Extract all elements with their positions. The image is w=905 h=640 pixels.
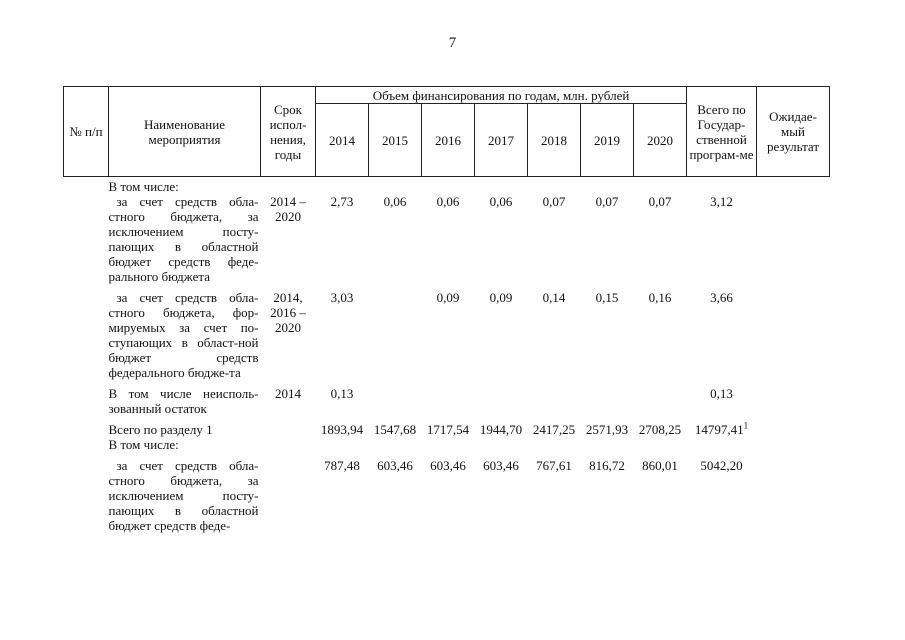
row-value: 2417,25 bbox=[532, 422, 576, 437]
row-total bbox=[687, 386, 757, 416]
row-value: 0,06 bbox=[489, 194, 513, 209]
row-value: 603,46 bbox=[377, 458, 413, 473]
row-result bbox=[757, 290, 830, 380]
row-value: 0,16 bbox=[648, 290, 672, 305]
row-value: 0,13 bbox=[330, 386, 354, 401]
row-value: 0,15 bbox=[595, 290, 619, 305]
row-value bbox=[369, 177, 422, 195]
header-year: 2014 bbox=[316, 104, 369, 177]
row-total bbox=[687, 194, 757, 284]
row-value bbox=[475, 437, 528, 452]
row-name: В том числе неисполь-зованный остаток bbox=[108, 386, 259, 416]
row-result bbox=[757, 422, 830, 437]
header-year: 2018 bbox=[528, 104, 581, 177]
header-no: № п/п bbox=[64, 87, 109, 177]
row-value bbox=[475, 177, 528, 195]
header-year: 2019 bbox=[581, 104, 634, 177]
row-value: 1547,68 bbox=[373, 422, 417, 437]
row-total bbox=[687, 177, 757, 195]
header-year: 2017 bbox=[475, 104, 528, 177]
row-value: 787,48 bbox=[324, 458, 360, 473]
row-value bbox=[422, 437, 475, 452]
row-value: 767,61 bbox=[536, 458, 572, 473]
header-funding-group: Объем финансирования по годам, млн. рублей bbox=[316, 87, 687, 104]
row-value: 0,07 bbox=[648, 194, 672, 209]
row-value: 3,03 bbox=[330, 290, 354, 305]
row-value bbox=[528, 386, 581, 416]
row-total-value: 3,12 bbox=[710, 194, 733, 209]
row-term bbox=[261, 437, 316, 452]
row-value: 603,46 bbox=[430, 458, 466, 473]
row-total-value: 5042,20 bbox=[700, 458, 743, 473]
row-value: 603,46 bbox=[483, 458, 519, 473]
row-term bbox=[261, 177, 316, 195]
row-value bbox=[369, 386, 422, 416]
row-value: 1944,70 bbox=[479, 422, 523, 437]
row-value: 2,73 bbox=[330, 194, 354, 209]
row-name: Всего по разделу 1 bbox=[108, 422, 213, 437]
row-value bbox=[634, 177, 687, 195]
row-value: 0,09 bbox=[436, 290, 460, 305]
row-value bbox=[422, 386, 475, 416]
row-result bbox=[757, 458, 830, 533]
row-value: 0,14 bbox=[542, 290, 566, 305]
row-total bbox=[687, 422, 757, 437]
row-value: 0,06 bbox=[383, 194, 407, 209]
row-result bbox=[757, 194, 830, 284]
row-total-value: 14797,41 bbox=[694, 422, 744, 437]
row-value bbox=[422, 177, 475, 195]
row-value bbox=[369, 437, 422, 452]
row-name: В том числе: bbox=[108, 179, 179, 194]
header-result: Ожидае-мый результат bbox=[757, 87, 830, 177]
row-value: 0,07 bbox=[542, 194, 566, 209]
page-number: 7 bbox=[448, 35, 457, 51]
row-name: за счет средств обла-стного бюджета, за исключением посту-пающих в областной бюджет средств феде- bbox=[108, 458, 259, 533]
row-name: за счет средств обла-стного бюджета, за исключением посту-пающих в областной бюджет средств феде-рального бюджета bbox=[108, 194, 259, 284]
table-row bbox=[64, 177, 830, 195]
row-result bbox=[757, 177, 830, 195]
row-value: 1893,94 bbox=[320, 422, 364, 437]
row-term: 2014 – 2020 bbox=[270, 194, 306, 224]
header-year: 2016 bbox=[422, 104, 475, 177]
row-total-value: 3,66 bbox=[710, 290, 733, 305]
row-value: 816,72 bbox=[589, 458, 625, 473]
row-term: 2014 bbox=[275, 386, 301, 401]
row-total bbox=[687, 458, 757, 533]
row-value bbox=[316, 437, 369, 452]
row-value bbox=[581, 177, 634, 195]
row-total bbox=[687, 290, 757, 380]
table-row bbox=[64, 290, 830, 380]
row-value: 1717,54 bbox=[426, 422, 470, 437]
row-total bbox=[687, 437, 757, 452]
header-year: 2020 bbox=[634, 104, 687, 177]
row-term: 2014, 2016 – 2020 bbox=[270, 290, 306, 335]
row-value bbox=[369, 290, 422, 380]
row-value bbox=[634, 386, 687, 416]
row-value bbox=[581, 386, 634, 416]
table-row bbox=[64, 194, 830, 284]
row-name: В том числе: bbox=[108, 437, 179, 452]
row-total-footnote: 1 bbox=[743, 420, 749, 431]
row-total-value: 0,13 bbox=[710, 386, 733, 401]
row-name: за счет средств обла-стного бюджета, фор-мируемых за счет по-ступающих в област-ной бюджет средств федерального бюдже-та bbox=[108, 290, 259, 380]
header-total: Всего по Государ-ственной програм-ме bbox=[687, 87, 757, 177]
header-name: Наименование мероприятия bbox=[109, 87, 261, 177]
row-term bbox=[261, 422, 316, 437]
table-row bbox=[64, 422, 830, 437]
row-value bbox=[475, 386, 528, 416]
row-result bbox=[757, 386, 830, 416]
row-value: 0,06 bbox=[436, 194, 460, 209]
table-row bbox=[64, 437, 830, 452]
row-term bbox=[261, 458, 316, 533]
row-value bbox=[316, 177, 369, 195]
financing-table bbox=[63, 86, 830, 533]
table-row bbox=[64, 458, 830, 533]
row-value bbox=[581, 437, 634, 452]
row-value: 860,01 bbox=[642, 458, 678, 473]
row-value bbox=[528, 177, 581, 195]
row-value: 2708,25 bbox=[638, 422, 682, 437]
row-value: 0,07 bbox=[595, 194, 619, 209]
row-value bbox=[528, 437, 581, 452]
row-value bbox=[634, 437, 687, 452]
header-year: 2015 bbox=[369, 104, 422, 177]
row-value: 0,09 bbox=[489, 290, 513, 305]
row-value: 2571,93 bbox=[585, 422, 629, 437]
table-row bbox=[64, 386, 830, 416]
header-term: Срок испол-нения, годы bbox=[261, 87, 316, 177]
row-result bbox=[757, 437, 830, 452]
